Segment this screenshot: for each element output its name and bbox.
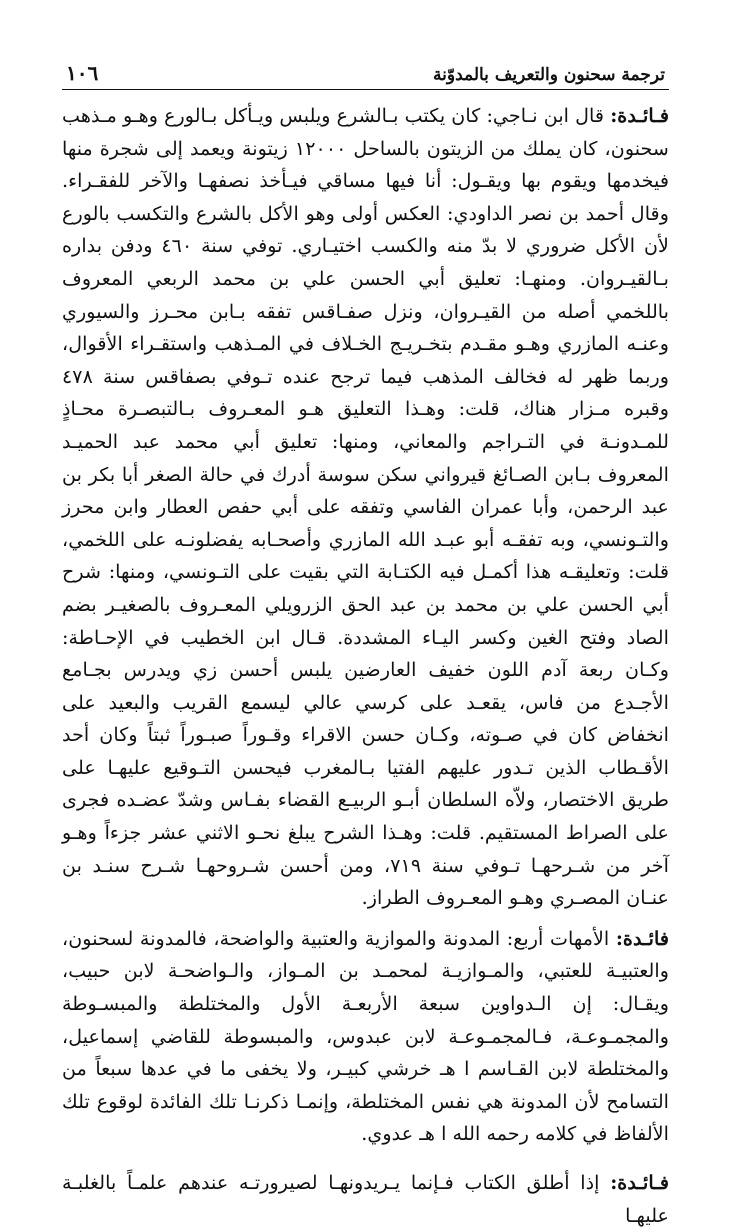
paragraph-fayda-2 <box>62 923 669 1151</box>
paragraph-text: الأمهات أربع: المدونة والموازية والعتبية والواضحة، فالمدونة لسحنون، والعتبيـة للعتبي، والمـوازيـة لمحمـد بن المـواز، والـواضحـة لابن حبيب، ويقـال: إن الـدواوين سبعة الأربعـة الأول والمختلطة والمبسـوطة والمجمـوعـة، فـالمجمـوعـة لابن عبدوس، والمبسوطة للقاضي إسماعيل، والمختلطة لابن القـاسم ا هـ خرشي كبيـر، ولا يخفى ما في عدها سبعاً من التسامح لأن المدونة هي نفس المختلطة، وإنمـا ذكرنـا تلك الفائدة لوقوع تلك الألفاظ في كلامه رحمه الله ا هـ عدوي. <box>62 926 669 1146</box>
paragraph-label: فـائـدة: <box>610 1171 669 1194</box>
paragraph-label: فائـدة: <box>615 926 669 950</box>
paragraph-text: إذا أطلق الكتاب فـإنما يـريدونهـا لصيرورتـه عندهم علمـاً بالغلبـة عليهـا <box>62 1171 669 1227</box>
paragraph-fayda-3 <box>62 1167 669 1232</box>
page-content <box>62 100 669 1232</box>
running-header <box>62 56 669 90</box>
page-number: ١٠٦ <box>66 61 99 85</box>
paragraph-text: قال ابن نـاجي: كان يكتب بـالشرع ويلبس ويـأكل بـالورع وهـو مـذهب سحنون، كان يملك من الزيتون بالساحل ١٢٠٠٠ زيتونة ويعمد إلى شجرة منها فيخدمها ويقوم بها ويقـول: أنا فيها مساقي فيـأخذ نصفهـا والآخر للفقـراء. وقال أحمد بن نصر الداودي: العكس أولى وهو الأكل بالشرع والتكسب بالورع لأن الأكل ضروري لا بدّ منه والكسب اختيـاري. توفي سنة ٤٦٠ ودفن بداره بـالقيـروان. ومنهـا: تعليق أبي الحسن علي بن محمد الربعي المعروف باللخمي أصله من القيـروان، ونزل صفـاقس تفقه بـابن محـرز والسيوري وعنـه المازري وهـو مقـدم بتخـريـج الخـلاف في المـذهب واستقـراء الأقوال، وربما ظهر له فخالف المذهب فيما ترجح عنده تـوفي بصفاقس سنة ٤٧٨ وقبره مـزار هناك، قلت: وهـذا التعليق هـو المعـروف بـالتبصـرة محـاذٍ للمـدونـة في التـراجم والمعاني، ومنها: تعليق أبي محمد عبد الحميـد المعروف بـابن الصـائغ قيرواني سكن سوسة أدرك في حالة الصغر أبا بكر بن عبد الرحمن، وأبا عمران الفاسي وتفقه على أبي حفص العطار وابن محرز والتـونسي، وبه تفقـه أبو عبـد الله المازري وأصحـابه يفضلونـه على اللخمي، قلت: وتعليقـه هذا أكمـل فيه الكتـابة التي بقيت على التـونسي، ومنها: شرح أبي الحسن علي بن محمد بن عبد الحق الزرويلي المعـروف بالصغيـر بضم الصاد وفتح الغين وكسر اليـاء المشددة. قـال ابن الخطيب في الإحـاطة: وكـان ربعة آدم اللون خفيف العارضين يلبس أحسن زي ويدرس بجـامع الأجـدع من فاس، يقعـد على كرسي عالي ليسمع القريب والبعيد على انخفاض كان في صـوته، وكـان حسن الاقراء وقـوراً صبـوراً ثبتاً وكان أحد الأقـطاب الذين تـدور عليهم الفتيا بـالمغرب فيحسن التـوقيع عليهـا على طريق الاختصار، ولاّه السلطان أبـو الربيـع القضاء بفـاس وشدّ عضـده فجرى على الصراط المستقيم. قلت: وهـذا الشرح يبلغ نحـو الاثني عشر جزءاً وهـو آخر من شـرحهـا تـوفي سنة ٧١٩، ومن أحسن شـروحهـا شـرح سنـد بن عنـان المصـري وهـو المعـروف الطراز. <box>62 104 669 910</box>
paragraph-label: فـائـدة: <box>610 104 669 127</box>
running-title: ترجمة سحنون والتعريف بالمدوّنة <box>433 65 665 85</box>
paragraph-fayda-1 <box>62 100 669 915</box>
